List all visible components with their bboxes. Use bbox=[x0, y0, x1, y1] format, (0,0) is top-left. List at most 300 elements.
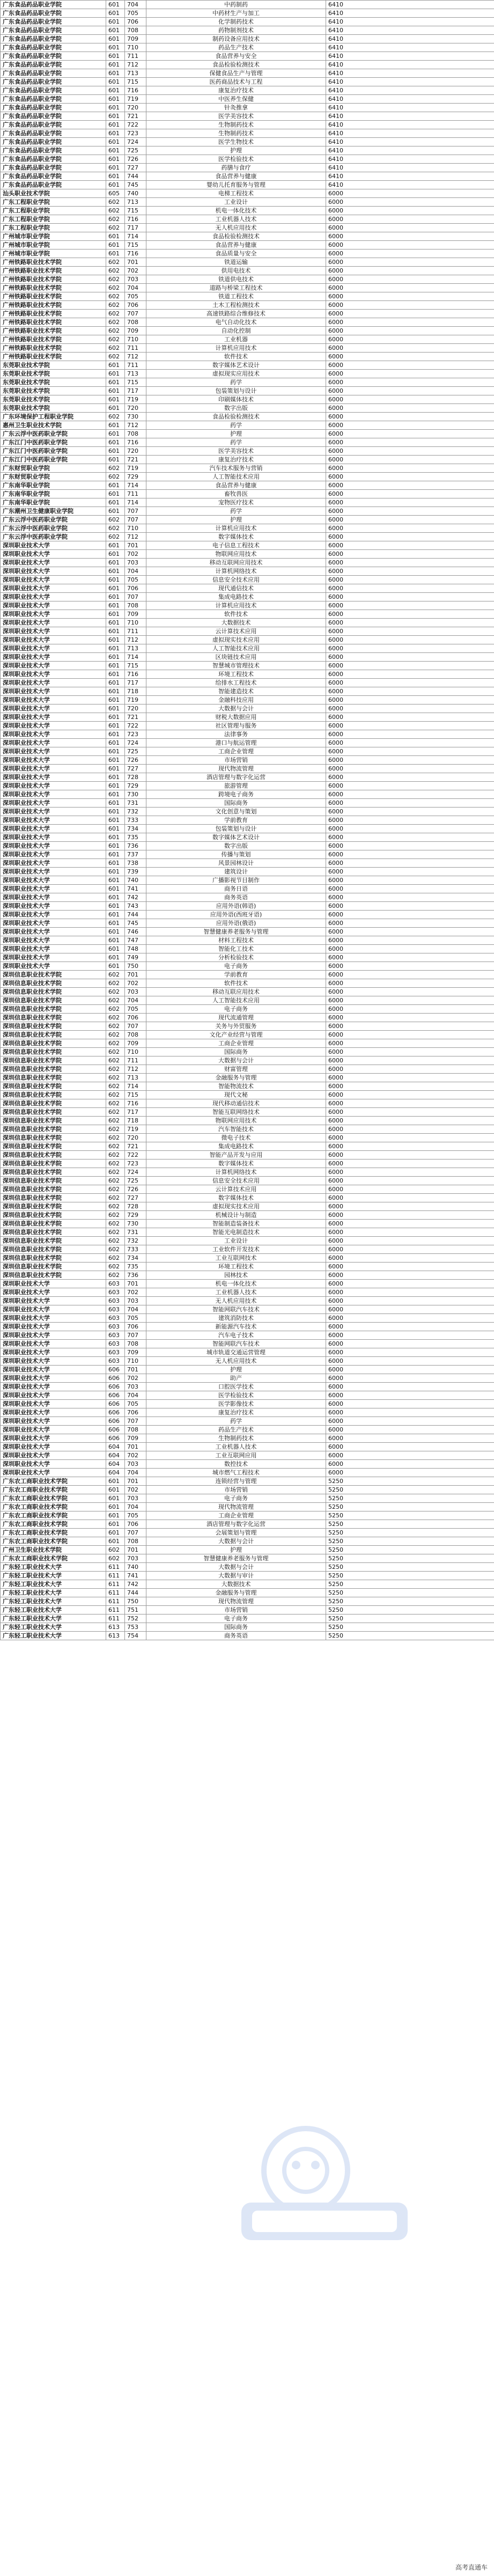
tuition-cell: 6000 bbox=[326, 387, 494, 395]
table-row bbox=[1, 1400, 494, 1408]
major-cell: 现代移动通信技术 bbox=[146, 1099, 326, 1108]
school-name-cell: 广东南华职业学院 bbox=[1, 498, 106, 507]
school-name-cell: 广东农工商职业技术学院 bbox=[1, 1529, 106, 1537]
table-row bbox=[1, 704, 494, 713]
school-name-cell: 深圳信息职业技术学院 bbox=[1, 1254, 106, 1263]
major-cell: 连锁经营与管理 bbox=[146, 1477, 326, 1486]
code-cell: 715 bbox=[125, 241, 146, 249]
code-cell: 703 bbox=[125, 1383, 146, 1391]
major-cell: 食品检验检测技术 bbox=[146, 413, 326, 421]
tuition-cell: 6000 bbox=[326, 936, 494, 945]
school-name-cell: 广东工程职业学院 bbox=[1, 198, 106, 207]
major-cell: 计算机应用技术 bbox=[146, 344, 326, 353]
code-cell: 726 bbox=[125, 756, 146, 765]
tuition-cell: 5250 bbox=[326, 1520, 494, 1529]
school-name-cell: 广东南华职业学院 bbox=[1, 481, 106, 490]
tuition-cell: 6000 bbox=[326, 1408, 494, 1417]
tuition-cell: 6000 bbox=[326, 1125, 494, 1134]
tuition-cell: 5250 bbox=[326, 1623, 494, 1632]
table-row bbox=[1, 662, 494, 670]
table-row bbox=[1, 1099, 494, 1108]
tuition-cell: 6000 bbox=[326, 893, 494, 902]
major-cell: 铁道供电技术 bbox=[146, 275, 326, 284]
school-name-cell: 深圳信息职业技术学院 bbox=[1, 1271, 106, 1280]
year-cell: 602 bbox=[106, 1082, 125, 1091]
school-name-cell: 深圳职业技术大学 bbox=[1, 1391, 106, 1400]
table-row bbox=[1, 868, 494, 876]
year-cell: 611 bbox=[106, 1614, 125, 1623]
tuition-cell: 6000 bbox=[326, 1323, 494, 1331]
tuition-cell: 6000 bbox=[326, 601, 494, 610]
major-cell: 电子商务 bbox=[146, 1005, 326, 1014]
school-name-cell: 深圳职业技术大学 bbox=[1, 541, 106, 550]
code-cell: 711 bbox=[125, 490, 146, 498]
table-row bbox=[1, 1357, 494, 1366]
school-name-cell: 广东南华职业学院 bbox=[1, 490, 106, 498]
tuition-cell: 6000 bbox=[326, 1245, 494, 1254]
school-name-cell: 深圳职业技术大学 bbox=[1, 730, 106, 739]
tuition-cell: 6000 bbox=[326, 988, 494, 996]
code-cell: 716 bbox=[125, 249, 146, 258]
major-cell: 物联网应用技术 bbox=[146, 1117, 326, 1125]
code-cell: 705 bbox=[125, 1314, 146, 1323]
tuition-cell: 6000 bbox=[326, 1022, 494, 1031]
tuition-cell: 6000 bbox=[326, 1297, 494, 1305]
major-cell: 食品检验检测技术 bbox=[146, 61, 326, 69]
tuition-cell: 6000 bbox=[326, 704, 494, 713]
code-cell: 711 bbox=[125, 361, 146, 370]
table-row bbox=[1, 232, 494, 241]
year-cell: 601 bbox=[106, 876, 125, 885]
major-cell: 电气自动化技术 bbox=[146, 318, 326, 327]
major-cell: 智能互联网络技术 bbox=[146, 1108, 326, 1117]
school-name-cell: 深圳职业技术大学 bbox=[1, 1426, 106, 1434]
code-cell: 706 bbox=[125, 1408, 146, 1417]
code-cell: 703 bbox=[125, 559, 146, 567]
year-cell: 603 bbox=[106, 1348, 125, 1357]
tuition-cell: 6000 bbox=[326, 490, 494, 498]
code-cell: 733 bbox=[125, 816, 146, 825]
year-cell: 601 bbox=[106, 361, 125, 370]
table-row bbox=[1, 1142, 494, 1151]
major-cell: 数控技术 bbox=[146, 1460, 326, 1469]
code-cell: 712 bbox=[125, 353, 146, 361]
year-cell: 601 bbox=[106, 636, 125, 644]
major-cell: 会展策划与管理 bbox=[146, 1529, 326, 1537]
major-cell: 印刷媒体技术 bbox=[146, 395, 326, 404]
code-cell: 708 bbox=[125, 1426, 146, 1434]
code-cell: 723 bbox=[125, 129, 146, 138]
table-row bbox=[1, 310, 494, 318]
school-name-cell: 深圳信息职业技术学院 bbox=[1, 1014, 106, 1022]
major-cell: 无人机应用技术 bbox=[146, 224, 326, 232]
school-name-cell: 广东江门中医药职业学院 bbox=[1, 438, 106, 447]
table-row bbox=[1, 1340, 494, 1348]
major-cell: 中药制药 bbox=[146, 1, 326, 9]
school-name-cell: 深圳信息职业技术学院 bbox=[1, 1125, 106, 1134]
table-row bbox=[1, 318, 494, 327]
major-cell: 药学 bbox=[146, 507, 326, 516]
code-cell: 722 bbox=[125, 1151, 146, 1159]
year-cell: 601 bbox=[106, 722, 125, 730]
year-cell: 602 bbox=[106, 524, 125, 533]
year-cell: 602 bbox=[106, 344, 125, 353]
code-cell: 706 bbox=[125, 1323, 146, 1331]
code-cell: 705 bbox=[125, 9, 146, 18]
tuition-cell: 5250 bbox=[326, 1614, 494, 1623]
table-row bbox=[1, 104, 494, 112]
table-row bbox=[1, 421, 494, 430]
table-row bbox=[1, 138, 494, 146]
school-name-cell: 深圳职业技术大学 bbox=[1, 636, 106, 644]
major-cell: 护理 bbox=[146, 430, 326, 438]
table-row bbox=[1, 799, 494, 808]
table-row bbox=[1, 95, 494, 104]
table-row bbox=[1, 1614, 494, 1623]
code-cell: 745 bbox=[125, 919, 146, 928]
code-cell: 705 bbox=[125, 292, 146, 301]
code-cell: 701 bbox=[125, 1280, 146, 1288]
table-row bbox=[1, 1177, 494, 1185]
school-name-cell: 深圳信息职业技术学院 bbox=[1, 1056, 106, 1065]
year-cell: 601 bbox=[106, 653, 125, 662]
code-cell: 706 bbox=[125, 584, 146, 593]
table-row bbox=[1, 1125, 494, 1134]
table-row bbox=[1, 696, 494, 704]
school-name-cell: 深圳职业技术大学 bbox=[1, 868, 106, 876]
major-cell: 人工智能技术应用 bbox=[146, 996, 326, 1005]
code-cell: 749 bbox=[125, 953, 146, 962]
tuition-cell: 6000 bbox=[326, 447, 494, 456]
tuition-cell: 6000 bbox=[326, 842, 494, 850]
code-cell: 708 bbox=[125, 318, 146, 327]
tuition-cell: 6000 bbox=[326, 945, 494, 953]
major-cell: 应用外语(俄语) bbox=[146, 919, 326, 928]
school-name-cell: 深圳职业技术大学 bbox=[1, 911, 106, 919]
code-cell: 714 bbox=[125, 498, 146, 507]
table-row bbox=[1, 825, 494, 833]
year-cell: 602 bbox=[106, 1022, 125, 1031]
tuition-cell: 6000 bbox=[326, 413, 494, 421]
school-name-cell: 深圳职业技术大学 bbox=[1, 1288, 106, 1297]
school-name-cell: 广东食品药品职业学院 bbox=[1, 121, 106, 129]
year-cell: 602 bbox=[106, 464, 125, 473]
year-cell: 602 bbox=[106, 413, 125, 421]
year-cell: 603 bbox=[106, 1331, 125, 1340]
year-cell: 602 bbox=[106, 1254, 125, 1263]
table-row bbox=[1, 413, 494, 421]
major-cell: 金融科技应用 bbox=[146, 696, 326, 704]
year-cell: 602 bbox=[106, 1151, 125, 1159]
school-name-cell: 深圳职业技术大学 bbox=[1, 1460, 106, 1469]
code-cell: 715 bbox=[125, 78, 146, 86]
tuition-cell: 6000 bbox=[326, 1194, 494, 1202]
tuition-cell: 6000 bbox=[326, 473, 494, 481]
table-row bbox=[1, 936, 494, 945]
school-name-cell: 深圳职业技术大学 bbox=[1, 928, 106, 936]
school-name-cell: 东莞职业技术学院 bbox=[1, 404, 106, 413]
major-cell: 工业设计 bbox=[146, 198, 326, 207]
year-cell: 601 bbox=[106, 370, 125, 378]
tuition-cell: 6000 bbox=[326, 799, 494, 808]
major-cell: 保健食品生产与管理 bbox=[146, 69, 326, 78]
school-name-cell: 深圳职业技术大学 bbox=[1, 584, 106, 593]
table-row bbox=[1, 1151, 494, 1159]
table-row bbox=[1, 1494, 494, 1503]
year-cell: 601 bbox=[106, 756, 125, 765]
major-cell: 现代通信技术 bbox=[146, 584, 326, 593]
code-cell: 716 bbox=[125, 670, 146, 679]
year-cell: 601 bbox=[106, 868, 125, 876]
school-name-cell: 深圳信息职业技术学院 bbox=[1, 996, 106, 1005]
table-row bbox=[1, 1117, 494, 1125]
code-cell: 734 bbox=[125, 825, 146, 833]
school-name-cell: 深圳职业技术大学 bbox=[1, 876, 106, 885]
tuition-cell: 6000 bbox=[326, 1159, 494, 1168]
school-name-cell: 深圳职业技术大学 bbox=[1, 1443, 106, 1451]
table-row bbox=[1, 395, 494, 404]
year-cell: 601 bbox=[106, 78, 125, 86]
major-cell: 智能物流技术 bbox=[146, 1082, 326, 1091]
year-cell: 601 bbox=[106, 662, 125, 670]
table-row bbox=[1, 507, 494, 516]
school-name-cell: 广东食品药品职业学院 bbox=[1, 1, 106, 9]
school-name-cell: 深圳职业技术大学 bbox=[1, 773, 106, 782]
code-cell: 725 bbox=[125, 747, 146, 756]
code-cell: 707 bbox=[125, 1331, 146, 1340]
year-cell: 602 bbox=[106, 1048, 125, 1056]
year-cell: 601 bbox=[106, 559, 125, 567]
table-row bbox=[1, 1408, 494, 1417]
school-name-cell: 深圳信息职业技术学院 bbox=[1, 1099, 106, 1108]
major-cell: 现代文秘 bbox=[146, 1091, 326, 1099]
major-cell: 药学 bbox=[146, 438, 326, 447]
table-row bbox=[1, 207, 494, 215]
year-cell: 601 bbox=[106, 928, 125, 936]
code-cell: 723 bbox=[125, 730, 146, 739]
code-cell: 735 bbox=[125, 1263, 146, 1271]
table-row bbox=[1, 584, 494, 593]
tuition-cell: 6410 bbox=[326, 104, 494, 112]
tuition-cell: 6000 bbox=[326, 550, 494, 559]
school-name-cell: 广州铁路职业技术学院 bbox=[1, 301, 106, 310]
major-cell: 医学美容技术 bbox=[146, 447, 326, 456]
table-row bbox=[1, 1237, 494, 1245]
year-cell: 602 bbox=[106, 327, 125, 335]
major-cell: 电梯工程技术 bbox=[146, 189, 326, 198]
year-cell: 602 bbox=[106, 275, 125, 284]
year-cell: 601 bbox=[106, 43, 125, 52]
code-cell: 734 bbox=[125, 1254, 146, 1263]
school-name-cell: 深圳职业技术大学 bbox=[1, 550, 106, 559]
tuition-cell: 6000 bbox=[326, 1039, 494, 1048]
code-cell: 701 bbox=[125, 258, 146, 267]
table-row bbox=[1, 636, 494, 644]
table-row bbox=[1, 816, 494, 825]
year-cell: 601 bbox=[106, 919, 125, 928]
table-row bbox=[1, 1228, 494, 1237]
table-row bbox=[1, 1134, 494, 1142]
tuition-cell: 6000 bbox=[326, 1340, 494, 1348]
major-cell: 酒店管理与数字化运营 bbox=[146, 1520, 326, 1529]
major-cell: 环境工程技术 bbox=[146, 1263, 326, 1271]
tuition-cell: 6000 bbox=[326, 644, 494, 653]
major-cell: 智能网联汽车技术 bbox=[146, 1340, 326, 1348]
tuition-cell: 6000 bbox=[326, 275, 494, 284]
school-name-cell: 深圳职业技术大学 bbox=[1, 1323, 106, 1331]
table-row bbox=[1, 189, 494, 198]
major-cell: 无人机应用技术 bbox=[146, 1297, 326, 1305]
school-name-cell: 深圳信息职业技术学院 bbox=[1, 1048, 106, 1056]
table-row bbox=[1, 1220, 494, 1228]
school-name-cell: 广州铁路职业技术学院 bbox=[1, 344, 106, 353]
school-name-cell: 广东财贸职业学院 bbox=[1, 473, 106, 481]
code-cell: 717 bbox=[125, 224, 146, 232]
year-cell: 602 bbox=[106, 1220, 125, 1228]
year-cell: 602 bbox=[106, 1194, 125, 1202]
code-cell: 722 bbox=[125, 121, 146, 129]
major-cell: 康复治疗技术 bbox=[146, 1408, 326, 1417]
table-row bbox=[1, 516, 494, 524]
major-cell: 工业设计 bbox=[146, 1237, 326, 1245]
table-row bbox=[1, 370, 494, 378]
major-cell: 虚拟现实应用技术 bbox=[146, 370, 326, 378]
major-cell: 材料工程技术 bbox=[146, 936, 326, 945]
table-row bbox=[1, 782, 494, 790]
school-name-cell: 广东食品药品职业学院 bbox=[1, 78, 106, 86]
major-cell: 生物制药技术 bbox=[146, 1434, 326, 1443]
major-cell: 工业互联网应用 bbox=[146, 1451, 326, 1460]
major-cell: 智慧城市管理技术 bbox=[146, 662, 326, 670]
table-row bbox=[1, 1082, 494, 1091]
year-cell: 601 bbox=[106, 1477, 125, 1486]
tuition-cell: 5250 bbox=[326, 1632, 494, 1640]
year-cell: 606 bbox=[106, 1400, 125, 1408]
code-cell: 743 bbox=[125, 902, 146, 911]
school-name-cell: 广州铁路职业技术学院 bbox=[1, 267, 106, 275]
school-name-cell: 广东食品药品职业学院 bbox=[1, 112, 106, 121]
major-cell: 国际商务 bbox=[146, 799, 326, 808]
school-name-cell: 广州卫生职业技术学院 bbox=[1, 1546, 106, 1554]
code-cell: 726 bbox=[125, 1185, 146, 1194]
table-row bbox=[1, 876, 494, 885]
major-cell: 智能光电制造技术 bbox=[146, 1228, 326, 1237]
year-cell: 601 bbox=[106, 181, 125, 189]
major-cell: 药品生产技术 bbox=[146, 1426, 326, 1434]
table-row bbox=[1, 928, 494, 936]
tuition-cell: 6000 bbox=[326, 353, 494, 361]
major-cell: 旅游管理 bbox=[146, 782, 326, 790]
major-cell: 工业软件开发技术 bbox=[146, 1245, 326, 1254]
school-name-cell: 深圳职业技术大学 bbox=[1, 799, 106, 808]
code-cell: 703 bbox=[125, 988, 146, 996]
table-row bbox=[1, 790, 494, 799]
major-cell: 智能制造装备技术 bbox=[146, 1220, 326, 1228]
tuition-cell: 6000 bbox=[326, 1451, 494, 1460]
major-cell: 护理 bbox=[146, 516, 326, 524]
code-cell: 704 bbox=[125, 1391, 146, 1400]
code-cell: 709 bbox=[125, 35, 146, 43]
table-row bbox=[1, 610, 494, 619]
code-cell: 712 bbox=[125, 61, 146, 69]
tuition-cell: 6000 bbox=[326, 1108, 494, 1117]
table-row bbox=[1, 1348, 494, 1357]
year-cell: 601 bbox=[106, 644, 125, 653]
tuition-cell: 6000 bbox=[326, 1331, 494, 1340]
table-row bbox=[1, 1511, 494, 1520]
school-name-cell: 深圳职业技术大学 bbox=[1, 1348, 106, 1357]
school-name-cell: 广东农工商职业技术学院 bbox=[1, 1537, 106, 1546]
tuition-cell: 6000 bbox=[326, 868, 494, 876]
tuition-cell: 6000 bbox=[326, 687, 494, 696]
major-cell: 区块链技术应用 bbox=[146, 653, 326, 662]
code-cell: 729 bbox=[125, 1211, 146, 1220]
table-row bbox=[1, 988, 494, 996]
major-cell: 铁道运输 bbox=[146, 258, 326, 267]
year-cell: 601 bbox=[106, 155, 125, 164]
year-cell: 602 bbox=[106, 1134, 125, 1142]
tuition-cell: 6000 bbox=[326, 833, 494, 842]
major-cell: 智能产品开发与应用 bbox=[146, 1151, 326, 1159]
table-row bbox=[1, 481, 494, 490]
table-row bbox=[1, 808, 494, 816]
code-cell: 702 bbox=[125, 1374, 146, 1383]
major-cell: 智慧健康养老服务与管理 bbox=[146, 1554, 326, 1563]
code-cell: 710 bbox=[125, 43, 146, 52]
major-cell: 物联网应用技术 bbox=[146, 550, 326, 559]
major-cell: 建筑设计 bbox=[146, 868, 326, 876]
school-name-cell: 深圳职业技术大学 bbox=[1, 962, 106, 971]
tuition-cell: 6000 bbox=[326, 765, 494, 773]
major-cell: 社区管理与服务 bbox=[146, 722, 326, 730]
major-cell: 现代物流管理 bbox=[146, 1503, 326, 1511]
major-cell: 护理 bbox=[146, 1366, 326, 1374]
code-cell: 742 bbox=[125, 1580, 146, 1589]
tuition-cell: 6000 bbox=[326, 1263, 494, 1271]
table-row bbox=[1, 1451, 494, 1460]
major-cell: 医学生物技术 bbox=[146, 138, 326, 146]
year-cell: 601 bbox=[106, 241, 125, 249]
major-cell: 园林技术 bbox=[146, 1271, 326, 1280]
table-row bbox=[1, 1486, 494, 1494]
school-name-cell: 深圳职业技术大学 bbox=[1, 576, 106, 584]
tuition-cell: 5250 bbox=[326, 1580, 494, 1589]
table-row bbox=[1, 996, 494, 1005]
table-row bbox=[1, 164, 494, 172]
major-cell: 关务与外贸服务 bbox=[146, 1022, 326, 1031]
table-row bbox=[1, 52, 494, 61]
major-cell: 人工智能技术应用 bbox=[146, 473, 326, 481]
tuition-cell: 6000 bbox=[326, 1151, 494, 1159]
table-row bbox=[1, 979, 494, 988]
tuition-cell: 6000 bbox=[326, 962, 494, 971]
school-name-cell: 深圳信息职业技术学院 bbox=[1, 1005, 106, 1014]
table-row bbox=[1, 258, 494, 267]
code-cell: 713 bbox=[125, 1074, 146, 1082]
year-cell: 603 bbox=[106, 1340, 125, 1348]
tuition-cell: 6000 bbox=[326, 1168, 494, 1177]
code-cell: 725 bbox=[125, 146, 146, 155]
table-row bbox=[1, 1048, 494, 1056]
major-cell: 计算机应用技术 bbox=[146, 524, 326, 533]
school-name-cell: 广东农工商职业技术学院 bbox=[1, 1554, 106, 1563]
table-row bbox=[1, 902, 494, 911]
year-cell: 602 bbox=[106, 1177, 125, 1185]
code-cell: 717 bbox=[125, 1108, 146, 1117]
tuition-cell: 6000 bbox=[326, 1228, 494, 1237]
major-cell: 数字出版 bbox=[146, 404, 326, 413]
major-cell: 电子商务 bbox=[146, 962, 326, 971]
